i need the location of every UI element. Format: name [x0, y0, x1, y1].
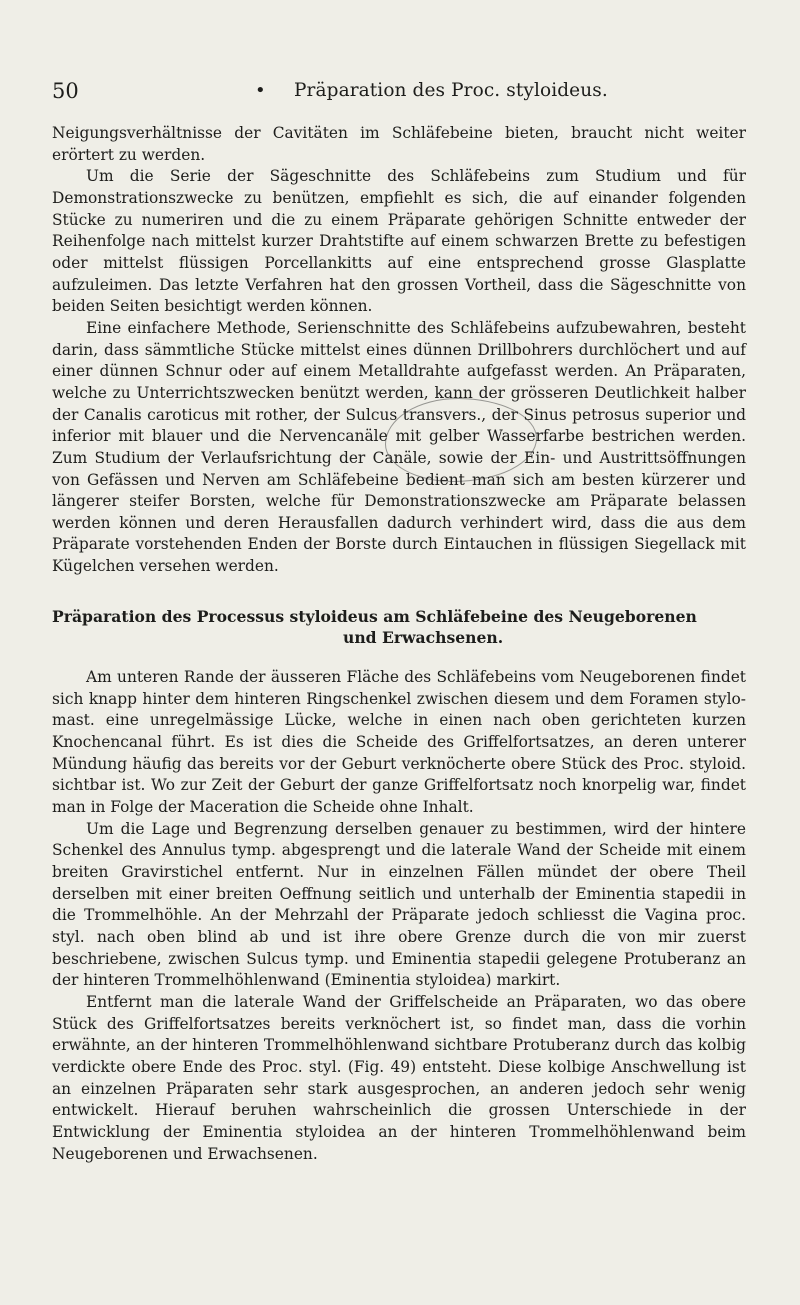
- section-heading-line2: und Erwachsenen.: [343, 628, 504, 648]
- paragraph-simpler-method: Eine einfachere Methode, Serienschnitte des Schläfebeins aufzubewahren, besteht darin, dass sämmtliche Stücke mittelst eines dünnen Drillbohrers durchlöchert und auf einer dünnen Schnur oder auf einem Metalldrahte aufgefasst werden. An Präparaten, welche zu Unterrichtszwecken benützt werden, kann der grösseren Deutlichkeit halber der Canalis caroticus mit rother, der Sulcus transvers., der Sinus petrosus superior und inferior mit blauer und die Nervencanäle mit gelber Wasserfarbe bestrichen werden. Zum Studium der Verlaufsrichtung der Canäle, sowie der Ein- und Austrittsöffnungen von Gefässen und Nerven am Schläfebeine bedient man sich am besten kürzerer und längerer steifer Borsten, welche für Demonstrationszwecke am Präparate belassen werden können und deren Herausfallen dadurch verhindert wird, dass die aus dem Präparate vorstehenden Enden der Borste durch Eintauchen in flüssigen Siegellack mit Kügelchen versehen werden.: [52, 318, 746, 576]
- section-heading: [52, 606, 746, 649]
- paragraph-lower-margin: Am unteren Rande der äusseren Fläche des Schläfebeins vom Neugeborenen findet sich knapp hinter dem hinteren Ringschenkel zwischen diesem und dem Foramen stylo-mast. eine unregelmässige Lücke, welche in einen nach oben gerichteten kurzen Knochencanal führt. Es ist dies die Scheide des Griffelfortsatzes, an deren unterer Mündung häufig das bereits vor der Geburt verknöcherte obere Stück des Proc. styloid. sichtbar ist. Wo zur Zeit der Geburt der ganze Griffelfortsatz noch knorpelig war, findet man in Folge der Maceration die Scheide ohne Inhalt.: [52, 668, 746, 817]
- paragraph-continuation: Neigungsverhältnisse der Cavitäten im Schläfebeine bieten, braucht nicht weiter erörtert zu werden.: [52, 124, 746, 164]
- paragraph-lateral-wall: Entfernt man die laterale Wand der Griffelscheide an Präparaten, wo das obere Stück des Griffelfortsatzes bereits verknöchert ist, so findet man, dass die vorhin erwähnte, an der hinteren Trommelhöhlenwand sichtbare Protuberanz durch das kolbig verdickte obere Ende des Proc. styl. (Fig. 49) entsteht. Diese kolbige Anschwellung ist an einzelnen Präparaten sehr stark ausgesprochen, an anderen jedoch sehr wenig entwickelt. Hierauf beruhen wahrscheinlich die grossen Unterschiede in der Entwicklung der Eminentia styloidea an der hinteren Trommelhöhlenwand beim Neugeborenen und Erwachsenen.: [52, 992, 746, 1163]
- page-number: 50: [52, 79, 79, 103]
- running-title: Präparation des Proc. styloideus.: [294, 80, 608, 101]
- header-separator-dot: •: [255, 80, 266, 101]
- section-heading-line1: Präparation des Processus styloideus am Schläfebeine des Neugeborenen: [52, 606, 697, 626]
- running-head: [52, 76, 752, 106]
- body-text: [52, 123, 746, 1165]
- paragraph-serial-sections: Um die Serie der Sägeschnitte des Schläfebeins zum Studium und für Demonstrationszwecke zu benützen, empfiehlt es sich, die auf einander folgenden Stücke zu numeriren und die zu einem Präparate gehörigen Schnitte entweder der Reihenfolge nach mittelst kurzer Drahtstifte auf einem schwarzen Brette zu befestigen oder mittelst flüssigen Porcellankitts auf eine entsprechend grosse Glasplatte aufzuleimen. Das letzte Verfahren hat den grossen Vortheil, dass die Sägeschnitte von beiden Seiten besichtigt werden können.: [52, 167, 746, 316]
- paragraph-position-boundaries: Um die Lage und Begrenzung derselben genauer zu bestimmen, wird der hintere Schenkel des Annulus tymp. abgesprengt und die laterale Wand der Scheide mit einem breiten Gravirstichel entfernt. Nur in einzelnen Fällen mündet der obere Theil derselben mit einer breiten Oeffnung seitlich und unterhalb der Eminentia stapedii in die Trommelhöhle. An der Mehrzahl der Präparate jedoch schliesst die Vagina proc. styl. nach oben blind ab und ist ihre obere Grenze durch die von mir zuerst beschriebene, zwischen Sulcus tymp. und Eminentia stapedii gelegene Protuberanz an der hinteren Trommelhöhlenwand (Eminentia styloidea) markirt.: [52, 819, 746, 990]
